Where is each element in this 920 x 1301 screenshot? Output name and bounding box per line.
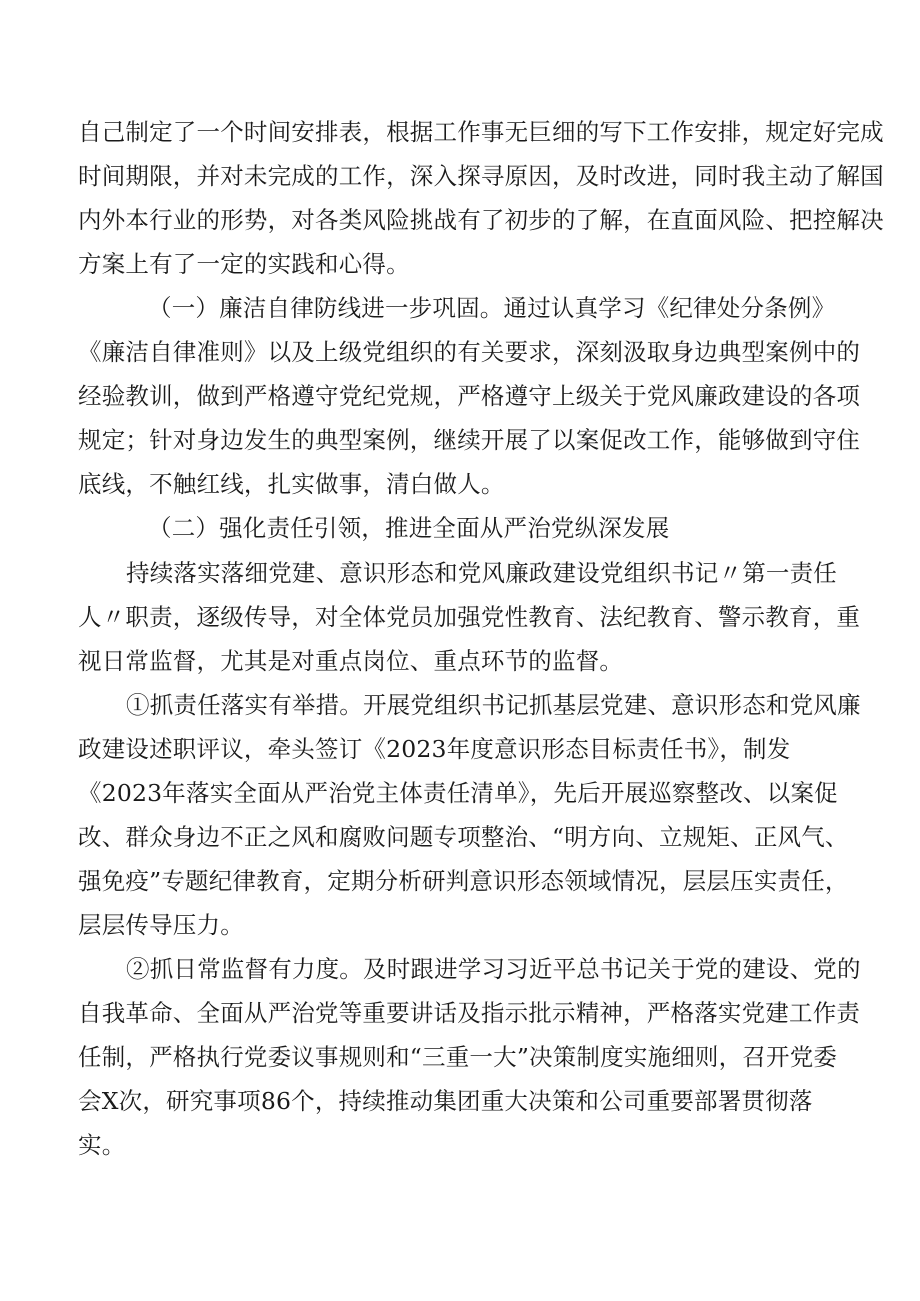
paragraph-line: ②抓日常监督有力度。及时跟进学习习近平总书记关于党的建设、党的 [126,955,861,983]
paragraph-line: 视日常监督，尤其是对重点岗位、重点环节的监督。 [78,647,624,675]
paragraph-line: 改、群众身边不正之风和腐败问题专项整治、“明方向、立规矩、正风气、 [78,823,849,851]
paragraph-line: 自我革命、全面从严治党等重要讲话及指示批示精神，严格落实党建工作责 [78,999,861,1027]
section-heading: （一）廉洁自律防线进一步巩固。通过认真学习《纪律处分条例》 [148,294,836,322]
paragraph-line: ①抓责任落实有举措。开展党组织书记抓基层党建、意识形态和党风廉 [126,691,861,719]
paragraph-line: 人〃职责，逐级传导，对全体党员加强党性教育、法纪教育、警示教育，重 [78,603,861,631]
paragraph-line: 层层传导压力。 [78,911,244,939]
paragraph-line: 强免疫”专题纪律教育，定期分析研判意识形态领域情况，层层压实责任， [78,867,849,895]
section-heading: （二）强化责任引领，推进全面从严治党纵深发展 [148,514,670,542]
paragraph-line: 任制，严格执行党委议事规则和“三重一大”决策制度实施细则，召开党委 [78,1043,838,1071]
paragraph-line: 内外本行业的形势，对各类风险挑战有了初步的了解，在直面风险、把控解决 [78,206,884,234]
paragraph-line: 持续落实落细党建、意识形态和党风廉政建设党组织书记〃第一责任 [126,559,837,587]
paragraph-line: 自己制定了一个时间安排表，根据工作事无巨细的写下工作安排，规定好完成 [78,118,884,146]
paragraph-line: 政建设述职评议，牵头签订《2023年度意识形态目标责任书》，制发 [78,735,791,763]
paragraph-line: 会X次，研究事项86个，持续推动集团重大决策和公司重要部署贯彻落 [78,1087,813,1115]
paragraph-line: 规定；针对身边发生的典型案例，继续开展了以案促改工作，能够做到守住 [78,426,861,454]
paragraph-line: 方案上有了一定的实践和心得。 [78,250,410,278]
paragraph-line: 《2023年落实全面从严治党主体责任清单》，先后开展巡察整改、以案促 [78,779,838,807]
paragraph-line: 《廉洁自律准则》以及上级党组织的有关要求，深刻汲取身边典型案例中的 [78,338,861,366]
paragraph-line: 时间期限，并对未完成的工作，深入探寻原因，及时改进，同时我主动了解国 [78,162,884,190]
paragraph-line: 实。 [78,1131,126,1159]
paragraph-line: 经验教训，做到严格遵守党纪党规，严格遵守上级关于党风廉政建设的各项 [78,382,861,410]
paragraph-line: 底线，不触红线，扎实做事，清白做人。 [78,470,505,498]
